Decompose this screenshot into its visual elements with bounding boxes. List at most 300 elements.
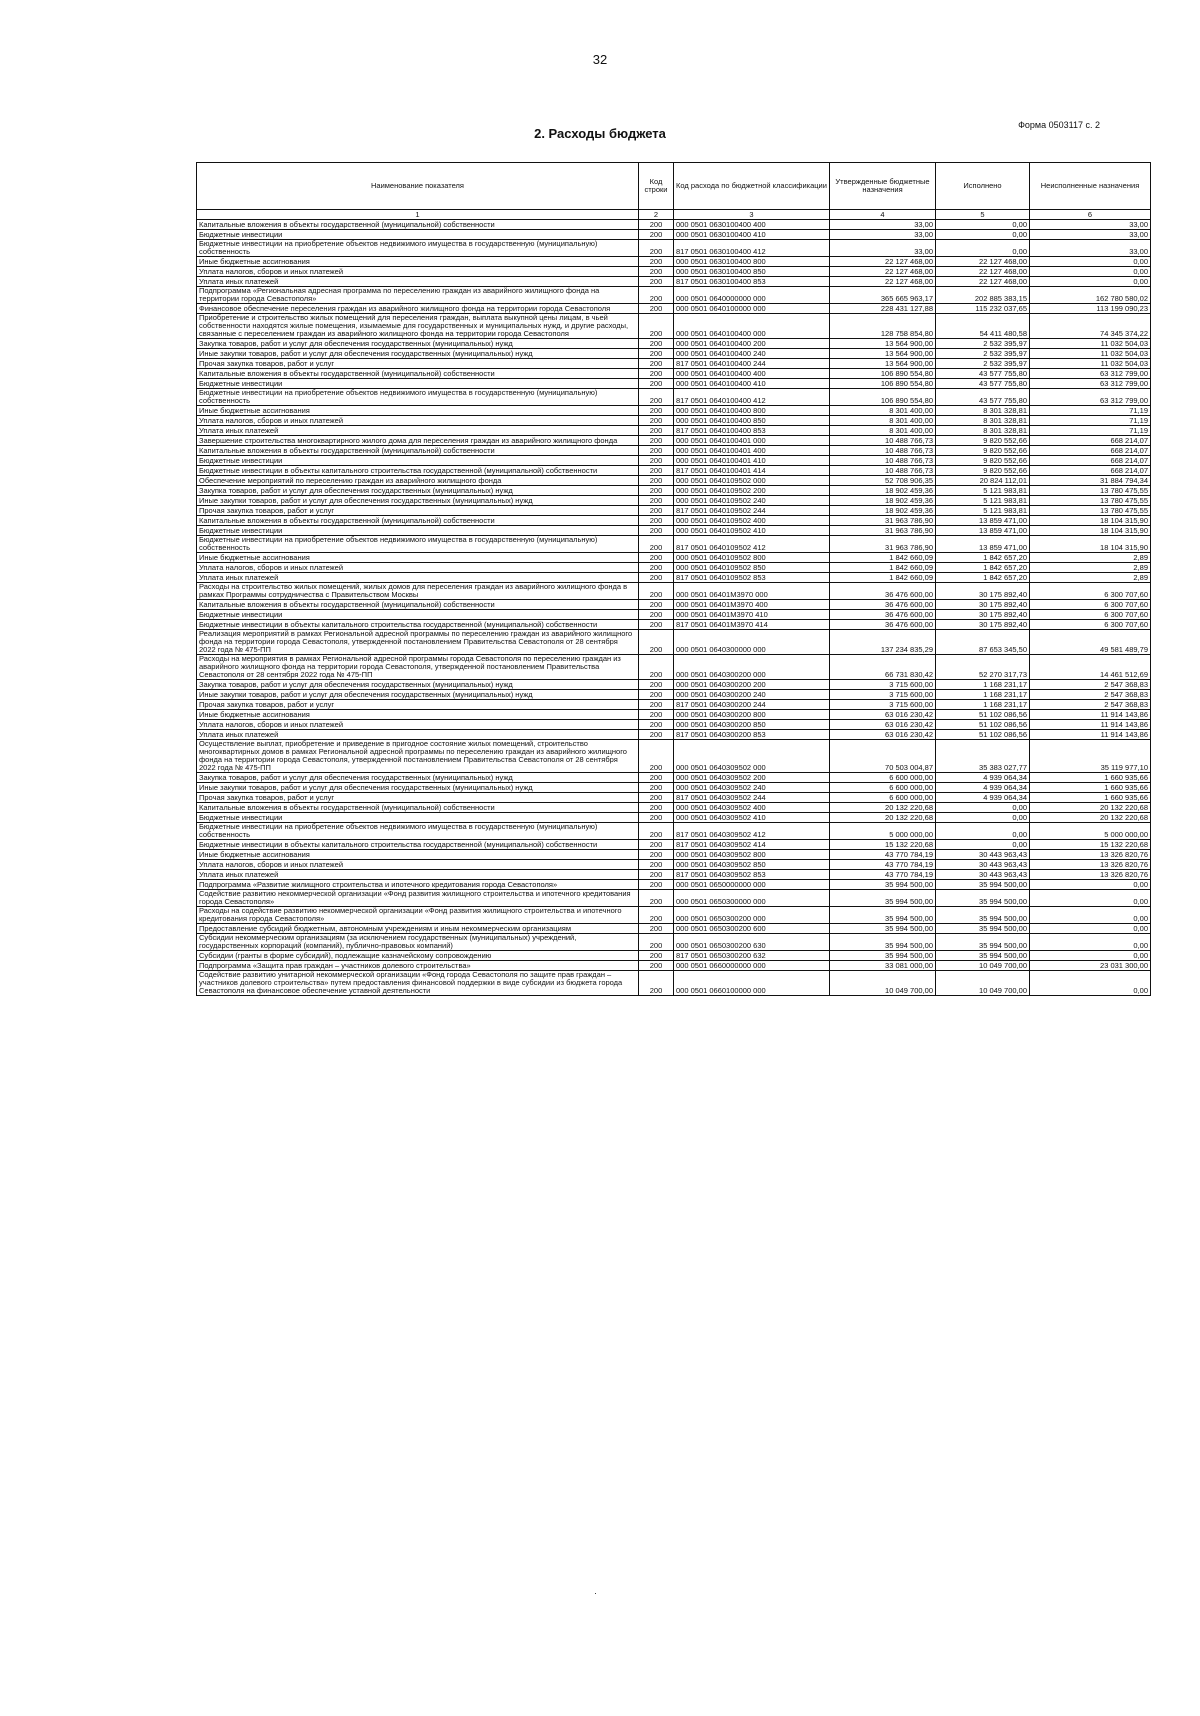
row-name: Финансовое обеспечение переселения граждан из аварийного жилищного фонда на территории города Севастополя [197, 304, 639, 314]
table-row [197, 813, 1151, 823]
table-row [197, 690, 1151, 700]
row-classification-code: 000 0501 0640100400 800 [674, 406, 830, 416]
row-line-code: 200 [639, 220, 674, 230]
row-executed-amount: 202 885 383,15 [936, 287, 1030, 304]
row-unexecuted-amount: 33,00 [1030, 220, 1151, 230]
row-approved-amount: 33,00 [830, 230, 936, 240]
column-header-name: Наименование показателя [197, 163, 639, 210]
row-name: Капитальные вложения в объекты государственной (муниципальной) собственности [197, 369, 639, 379]
row-executed-amount: 5 121 983,81 [936, 506, 1030, 516]
row-unexecuted-amount: 668 214,07 [1030, 466, 1151, 476]
row-classification-code: 000 0501 0660000000 000 [674, 961, 830, 971]
row-unexecuted-amount: 6 300 707,60 [1030, 610, 1151, 620]
row-line-code: 200 [639, 446, 674, 456]
row-name: Капитальные вложения в объекты государственной (муниципальной) собственности [197, 803, 639, 813]
row-unexecuted-amount: 71,19 [1030, 416, 1151, 426]
row-name: Иные закупки товаров, работ и услуг для обеспечения государственных (муниципальных) нужд [197, 783, 639, 793]
row-unexecuted-amount: 13 326 820,76 [1030, 850, 1151, 860]
row-executed-amount: 0,00 [936, 813, 1030, 823]
table-row [197, 600, 1151, 610]
row-classification-code: 817 0501 0640309502 412 [674, 823, 830, 840]
row-line-code: 200 [639, 379, 674, 389]
row-approved-amount: 8 301 400,00 [830, 426, 936, 436]
row-classification-code: 000 0501 0640100400 240 [674, 349, 830, 359]
row-executed-amount: 35 994 500,00 [936, 924, 1030, 934]
row-unexecuted-amount: 74 345 374,22 [1030, 314, 1151, 339]
row-unexecuted-amount: 18 104 315,90 [1030, 536, 1151, 553]
row-approved-amount: 35 994 500,00 [830, 934, 936, 951]
table-row [197, 860, 1151, 870]
row-executed-amount: 43 577 755,80 [936, 369, 1030, 379]
row-executed-amount: 2 532 395,97 [936, 359, 1030, 369]
row-unexecuted-amount: 63 312 799,00 [1030, 369, 1151, 379]
row-approved-amount: 36 476 600,00 [830, 583, 936, 600]
row-approved-amount: 20 132 220,68 [830, 813, 936, 823]
table-row [197, 890, 1151, 907]
header-row [197, 163, 1151, 210]
row-approved-amount: 31 963 786,90 [830, 536, 936, 553]
row-unexecuted-amount: 2,89 [1030, 573, 1151, 583]
table-row [197, 506, 1151, 516]
column-number: 2 [639, 210, 674, 220]
row-unexecuted-amount: 31 884 794,34 [1030, 476, 1151, 486]
row-approved-amount: 228 431 127,88 [830, 304, 936, 314]
table-row [197, 287, 1151, 304]
table-row [197, 526, 1151, 536]
row-unexecuted-amount: 11 032 504,03 [1030, 349, 1151, 359]
row-unexecuted-amount: 33,00 [1030, 230, 1151, 240]
row-classification-code: 000 0501 0640100401 000 [674, 436, 830, 446]
row-name: Иные бюджетные ассигнования [197, 406, 639, 416]
row-line-code: 200 [639, 406, 674, 416]
row-executed-amount: 30 175 892,40 [936, 620, 1030, 630]
row-name: Бюджетные инвестиции в объекты капитального строительства государственной (муниципальной) собственности [197, 620, 639, 630]
row-unexecuted-amount: 5 000 000,00 [1030, 823, 1151, 840]
table-row [197, 486, 1151, 496]
row-classification-code: 000 0501 0640309502 800 [674, 850, 830, 860]
table-row [197, 496, 1151, 506]
row-name: Осуществление выплат, приобретение и приведение в пригодное состояние жилых помещений, строительство многоквартирных домов в рамках Региональной адресной программы по переселению граждан из аварийного жилищного фонда на территории города Севастополя, утвержденной постановлением Правительства Севастополя от 28 сентября 2022 года № 475-ПП [197, 740, 639, 773]
column-header-executed: Исполнено [936, 163, 1030, 210]
row-executed-amount: 54 411 480,58 [936, 314, 1030, 339]
row-name: Содействие развитию унитарной некоммерческой организации «Фонд города Севастополя по защите прав граждан – участников долевого строительства» путем предоставления финансовой поддержки в виде субсидии из бюджета города Севастополя на финансовое обеспечение уставной деятельности [197, 971, 639, 996]
row-unexecuted-amount: 0,00 [1030, 267, 1151, 277]
row-line-code: 200 [639, 486, 674, 496]
row-approved-amount: 1 842 660,09 [830, 573, 936, 583]
row-executed-amount: 4 939 064,34 [936, 793, 1030, 803]
row-classification-code: 000 0501 0640100400 000 [674, 314, 830, 339]
table-row [197, 740, 1151, 773]
row-approved-amount: 10 488 766,73 [830, 446, 936, 456]
row-name: Бюджетные инвестиции на приобретение объектов недвижимого имущества в государственную (муниципальную) собственность [197, 823, 639, 840]
row-line-code: 200 [639, 506, 674, 516]
row-line-code: 200 [639, 860, 674, 870]
table-row [197, 880, 1151, 890]
row-executed-amount: 2 532 395,97 [936, 349, 1030, 359]
row-executed-amount: 35 994 500,00 [936, 951, 1030, 961]
row-approved-amount: 36 476 600,00 [830, 600, 936, 610]
row-unexecuted-amount: 11 914 143,86 [1030, 730, 1151, 740]
row-executed-amount: 35 994 500,00 [936, 907, 1030, 924]
row-approved-amount: 35 994 500,00 [830, 890, 936, 907]
row-unexecuted-amount: 23 031 300,00 [1030, 961, 1151, 971]
row-classification-code: 817 0501 0640309502 244 [674, 793, 830, 803]
row-unexecuted-amount: 113 199 090,23 [1030, 304, 1151, 314]
row-approved-amount: 52 708 906,35 [830, 476, 936, 486]
form-code: Форма 0503117 с. 2 [1018, 120, 1100, 130]
row-approved-amount: 22 127 468,00 [830, 267, 936, 277]
row-approved-amount: 1 842 660,09 [830, 563, 936, 573]
row-classification-code: 000 0501 0630100400 850 [674, 267, 830, 277]
row-executed-amount: 30 443 963,43 [936, 870, 1030, 880]
table-row [197, 349, 1151, 359]
row-name: Иные бюджетные ассигнования [197, 710, 639, 720]
row-approved-amount: 43 770 784,19 [830, 850, 936, 860]
row-approved-amount: 5 000 000,00 [830, 823, 936, 840]
table-row [197, 573, 1151, 583]
table-row [197, 720, 1151, 730]
row-line-code: 200 [639, 823, 674, 840]
row-executed-amount: 30 175 892,40 [936, 610, 1030, 620]
row-name: Бюджетные инвестиции [197, 456, 639, 466]
row-line-code: 200 [639, 600, 674, 610]
row-approved-amount: 15 132 220,68 [830, 840, 936, 850]
row-name: Обеспечение мероприятий по переселению граждан из аварийного жилищного фонда [197, 476, 639, 486]
row-classification-code: 000 0501 0640100000 000 [674, 304, 830, 314]
row-name: Бюджетные инвестиции [197, 230, 639, 240]
row-line-code: 200 [639, 793, 674, 803]
row-classification-code: 000 0501 0640300000 000 [674, 630, 830, 655]
table-row [197, 583, 1151, 600]
row-approved-amount: 137 234 835,29 [830, 630, 936, 655]
row-unexecuted-amount: 0,00 [1030, 880, 1151, 890]
row-name: Уплата налогов, сборов и иных платежей [197, 720, 639, 730]
row-unexecuted-amount: 0,00 [1030, 257, 1151, 267]
column-header-classification: Код расхода по бюджетной классификации [674, 163, 830, 210]
table-row [197, 783, 1151, 793]
row-line-code: 200 [639, 971, 674, 996]
row-line-code: 200 [639, 773, 674, 783]
row-classification-code: 000 0501 0640309502 000 [674, 740, 830, 773]
row-classification-code: 000 0501 0640100400 400 [674, 369, 830, 379]
row-approved-amount: 22 127 468,00 [830, 257, 936, 267]
row-name: Иные бюджетные ассигнования [197, 553, 639, 563]
row-approved-amount: 10 488 766,73 [830, 456, 936, 466]
table-row [197, 971, 1151, 996]
row-line-code: 200 [639, 426, 674, 436]
row-approved-amount: 35 994 500,00 [830, 951, 936, 961]
row-classification-code: 000 0501 06401M3970 000 [674, 583, 830, 600]
table-row [197, 951, 1151, 961]
row-unexecuted-amount: 6 300 707,60 [1030, 600, 1151, 610]
row-name: Содействие развитию некоммерческой организации «Фонд развития жилищного строительства и ипотечного кредитования города Севастополя» [197, 890, 639, 907]
row-classification-code: 000 0501 0640100401 410 [674, 456, 830, 466]
row-executed-amount: 1 842 657,20 [936, 553, 1030, 563]
row-approved-amount: 6 600 000,00 [830, 773, 936, 783]
row-unexecuted-amount: 20 132 220,68 [1030, 803, 1151, 813]
row-classification-code: 817 0501 0640309502 853 [674, 870, 830, 880]
table-row [197, 230, 1151, 240]
row-executed-amount: 30 175 892,40 [936, 583, 1030, 600]
row-unexecuted-amount: 2 547 368,83 [1030, 690, 1151, 700]
row-line-code: 200 [639, 476, 674, 486]
row-executed-amount: 0,00 [936, 840, 1030, 850]
row-approved-amount: 31 963 786,90 [830, 516, 936, 526]
row-executed-amount: 5 121 983,81 [936, 486, 1030, 496]
row-approved-amount: 18 902 459,36 [830, 486, 936, 496]
row-classification-code: 000 0501 0640100400 850 [674, 416, 830, 426]
row-approved-amount: 33,00 [830, 220, 936, 230]
row-line-code: 200 [639, 961, 674, 971]
row-approved-amount: 31 963 786,90 [830, 526, 936, 536]
row-unexecuted-amount: 14 461 512,69 [1030, 655, 1151, 680]
row-executed-amount: 22 127 468,00 [936, 257, 1030, 267]
row-name: Бюджетные инвестиции [197, 813, 639, 823]
row-classification-code: 000 0501 0640300200 800 [674, 710, 830, 720]
table-row [197, 277, 1151, 287]
row-executed-amount: 52 270 317,73 [936, 655, 1030, 680]
row-unexecuted-amount: 11 914 143,86 [1030, 720, 1151, 730]
table-row [197, 870, 1151, 880]
row-classification-code: 000 0501 0650300200 000 [674, 907, 830, 924]
table-row [197, 710, 1151, 720]
row-unexecuted-amount: 6 300 707,60 [1030, 620, 1151, 630]
row-classification-code: 000 0501 0640309502 200 [674, 773, 830, 783]
table-row [197, 793, 1151, 803]
row-line-code: 200 [639, 466, 674, 476]
row-executed-amount: 20 824 112,01 [936, 476, 1030, 486]
table-row [197, 730, 1151, 740]
row-approved-amount: 106 890 554,80 [830, 379, 936, 389]
row-classification-code: 817 0501 0640309502 414 [674, 840, 830, 850]
row-line-code: 200 [639, 339, 674, 349]
row-name: Бюджетные инвестиции [197, 379, 639, 389]
row-line-code: 200 [639, 880, 674, 890]
row-line-code: 200 [639, 924, 674, 934]
row-executed-amount: 51 102 086,56 [936, 730, 1030, 740]
row-name: Закупка товаров, работ и услуг для обеспечения государственных (муниципальных) нужд [197, 680, 639, 690]
row-name: Уплата налогов, сборов и иных платежей [197, 563, 639, 573]
row-classification-code: 000 0501 0640309502 400 [674, 803, 830, 813]
column-header-line-code: Код строки [639, 163, 674, 210]
row-executed-amount: 9 820 552,66 [936, 446, 1030, 456]
table-row [197, 314, 1151, 339]
row-line-code: 200 [639, 620, 674, 630]
row-classification-code: 817 0501 0630100400 412 [674, 240, 830, 257]
row-unexecuted-amount: 0,00 [1030, 934, 1151, 951]
row-executed-amount: 9 820 552,66 [936, 466, 1030, 476]
row-classification-code: 000 0501 0660100000 000 [674, 971, 830, 996]
row-unexecuted-amount: 11 032 504,03 [1030, 359, 1151, 369]
row-executed-amount: 22 127 468,00 [936, 277, 1030, 287]
table-row [197, 934, 1151, 951]
row-approved-amount: 36 476 600,00 [830, 610, 936, 620]
table-row [197, 655, 1151, 680]
row-name: Приобретение и строительство жилых помещений для переселения граждан, выплата выкупной цены лицам, в чьей собственности находятся жилые помещения, изымаемые для государственных и муниципальных нужд, и другие расходы, связанные с переселением граждан из аварийного жилищного фонда на территории города Севастополя [197, 314, 639, 339]
column-number: 3 [674, 210, 830, 220]
row-name: Бюджетные инвестиции на приобретение объектов недвижимого имущества в государственную (муниципальную) собственность [197, 389, 639, 406]
row-name: Уплата иных платежей [197, 277, 639, 287]
row-line-code: 200 [639, 496, 674, 506]
row-classification-code: 000 0501 0640109502 850 [674, 563, 830, 573]
row-classification-code: 000 0501 0630100400 410 [674, 230, 830, 240]
table-row [197, 563, 1151, 573]
row-classification-code: 000 0501 0630100400 800 [674, 257, 830, 267]
column-header-approved: Утвержденные бюджетные назначения [830, 163, 936, 210]
table-row [197, 257, 1151, 267]
row-classification-code: 817 0501 0640100400 244 [674, 359, 830, 369]
row-approved-amount: 8 301 400,00 [830, 406, 936, 416]
row-line-code: 200 [639, 349, 674, 359]
row-executed-amount: 51 102 086,56 [936, 710, 1030, 720]
row-name: Бюджетные инвестиции [197, 526, 639, 536]
row-line-code: 200 [639, 389, 674, 406]
table-row [197, 436, 1151, 446]
row-approved-amount: 20 132 220,68 [830, 803, 936, 813]
row-classification-code: 817 0501 0630100400 853 [674, 277, 830, 287]
row-name: Реализация мероприятий в рамках Региональной адресной программы по переселению граждан из аварийного жилищного фонда на территории города Севастополя, утвержденной постановлением Правительства Севастополя от 28 сентября 2022 года № 475-ПП [197, 630, 639, 655]
row-classification-code: 000 0501 0640100401 400 [674, 446, 830, 456]
row-approved-amount: 66 731 830,42 [830, 655, 936, 680]
row-approved-amount: 1 842 660,09 [830, 553, 936, 563]
row-name: Иные закупки товаров, работ и услуг для обеспечения государственных (муниципальных) нужд [197, 349, 639, 359]
row-executed-amount: 5 121 983,81 [936, 496, 1030, 506]
row-line-code: 200 [639, 720, 674, 730]
row-approved-amount: 18 902 459,36 [830, 506, 936, 516]
row-unexecuted-amount: 18 104 315,90 [1030, 526, 1151, 536]
row-classification-code: 817 0501 0640100401 414 [674, 466, 830, 476]
row-line-code: 200 [639, 690, 674, 700]
row-executed-amount: 0,00 [936, 220, 1030, 230]
row-name: Уплата иных платежей [197, 573, 639, 583]
row-name: Расходы на содействие развитию некоммерческой организации «Фонд развития жилищного строительства и ипотечного кредитования города Севастополя» [197, 907, 639, 924]
row-name: Подпрограмма «Развитие жилищного строительства и ипотечного кредитования города Севастополя» [197, 880, 639, 890]
row-name: Бюджетные инвестиции в объекты капитального строительства государственной (муниципальной) собственности [197, 840, 639, 850]
row-line-code: 200 [639, 359, 674, 369]
row-executed-amount: 8 301 328,81 [936, 406, 1030, 416]
row-line-code: 200 [639, 700, 674, 710]
row-unexecuted-amount: 11 914 143,86 [1030, 710, 1151, 720]
row-executed-amount: 13 859 471,00 [936, 536, 1030, 553]
row-unexecuted-amount: 2,89 [1030, 563, 1151, 573]
row-name: Уплата иных платежей [197, 870, 639, 880]
row-name: Иные бюджетные ассигнования [197, 257, 639, 267]
expenses-table [196, 162, 1151, 996]
row-classification-code: 000 0501 0640109502 410 [674, 526, 830, 536]
row-classification-code: 817 0501 0640300200 853 [674, 730, 830, 740]
row-classification-code: 000 0501 06401M3970 400 [674, 600, 830, 610]
row-executed-amount: 9 820 552,66 [936, 436, 1030, 446]
row-approved-amount: 106 890 554,80 [830, 389, 936, 406]
table-row [197, 466, 1151, 476]
row-unexecuted-amount: 0,00 [1030, 971, 1151, 996]
row-classification-code: 000 0501 06401M3970 410 [674, 610, 830, 620]
row-unexecuted-amount: 18 104 315,90 [1030, 516, 1151, 526]
row-approved-amount: 3 715 600,00 [830, 700, 936, 710]
row-unexecuted-amount: 2 547 368,83 [1030, 700, 1151, 710]
row-executed-amount: 1 168 231,17 [936, 700, 1030, 710]
row-name: Иные закупки товаров, работ и услуг для обеспечения государственных (муниципальных) нужд [197, 690, 639, 700]
page-number: 32 [592, 52, 608, 67]
row-name: Бюджетные инвестиции на приобретение объектов недвижимого имущества в государственную (муниципальную) собственность [197, 536, 639, 553]
row-classification-code: 000 0501 0650000000 000 [674, 880, 830, 890]
row-unexecuted-amount: 668 214,07 [1030, 456, 1151, 466]
row-approved-amount: 35 994 500,00 [830, 907, 936, 924]
row-executed-amount: 0,00 [936, 823, 1030, 840]
row-name: Прочая закупка товаров, работ и услуг [197, 506, 639, 516]
row-executed-amount: 35 994 500,00 [936, 934, 1030, 951]
row-classification-code: 000 0501 0630100400 400 [674, 220, 830, 230]
row-line-code: 200 [639, 287, 674, 304]
row-classification-code: 000 0501 0640109502 800 [674, 553, 830, 563]
row-line-code: 200 [639, 314, 674, 339]
row-line-code: 200 [639, 783, 674, 793]
table-row [197, 416, 1151, 426]
row-line-code: 200 [639, 563, 674, 573]
table-row [197, 630, 1151, 655]
row-name: Расходы на строительство жилых помещений, жилых домов для переселения граждан из аварийного жилищного фонда в рамках Программы сотрудничества с Правительством Москвы [197, 583, 639, 600]
row-executed-amount: 10 049 700,00 [936, 971, 1030, 996]
table-row [197, 961, 1151, 971]
row-line-code: 200 [639, 526, 674, 536]
row-name: Субсидии некоммерческим организациям (за исключением государственных (муниципальных) учреждений, государственных корпораций (компаний), публично-правовых компаний) [197, 934, 639, 951]
table-row [197, 359, 1151, 369]
row-executed-amount: 4 939 064,34 [936, 783, 1030, 793]
table-row [197, 610, 1151, 620]
row-line-code: 200 [639, 630, 674, 655]
row-unexecuted-amount: 0,00 [1030, 890, 1151, 907]
row-executed-amount: 13 859 471,00 [936, 516, 1030, 526]
row-line-code: 200 [639, 257, 674, 267]
row-name: Прочая закупка товаров, работ и услуг [197, 700, 639, 710]
row-classification-code: 000 0501 0640300200 200 [674, 680, 830, 690]
row-classification-code: 817 0501 0640100400 412 [674, 389, 830, 406]
table-row [197, 516, 1151, 526]
column-number-row [197, 210, 1151, 220]
row-classification-code: 000 0501 0640109502 240 [674, 496, 830, 506]
row-unexecuted-amount: 49 581 489,79 [1030, 630, 1151, 655]
row-unexecuted-amount: 33,00 [1030, 240, 1151, 257]
row-approved-amount: 3 715 600,00 [830, 680, 936, 690]
row-classification-code: 817 0501 0640109502 244 [674, 506, 830, 516]
row-executed-amount: 8 301 328,81 [936, 416, 1030, 426]
column-number: 1 [197, 210, 639, 220]
row-name: Прочая закупка товаров, работ и услуг [197, 793, 639, 803]
column-number: 6 [1030, 210, 1151, 220]
row-unexecuted-amount: 13 780 475,55 [1030, 486, 1151, 496]
row-unexecuted-amount: 13 780 475,55 [1030, 496, 1151, 506]
row-line-code: 200 [639, 267, 674, 277]
document-title: 2. Расходы бюджета [534, 126, 666, 141]
row-unexecuted-amount: 11 032 504,03 [1030, 339, 1151, 349]
row-approved-amount: 13 564 900,00 [830, 339, 936, 349]
row-line-code: 200 [639, 304, 674, 314]
row-unexecuted-amount: 1 660 935,66 [1030, 773, 1151, 783]
table-row [197, 553, 1151, 563]
table-row [197, 850, 1151, 860]
row-approved-amount: 10 049 700,00 [830, 971, 936, 996]
row-approved-amount: 6 600 000,00 [830, 783, 936, 793]
row-executed-amount: 35 383 027,77 [936, 740, 1030, 773]
row-approved-amount: 365 665 963,17 [830, 287, 936, 304]
table-row [197, 426, 1151, 436]
row-approved-amount: 13 564 900,00 [830, 349, 936, 359]
row-unexecuted-amount: 13 326 820,76 [1030, 870, 1151, 880]
budget-sheet [196, 162, 1150, 996]
row-line-code: 200 [639, 610, 674, 620]
row-unexecuted-amount: 2,89 [1030, 553, 1151, 563]
row-unexecuted-amount: 71,19 [1030, 426, 1151, 436]
